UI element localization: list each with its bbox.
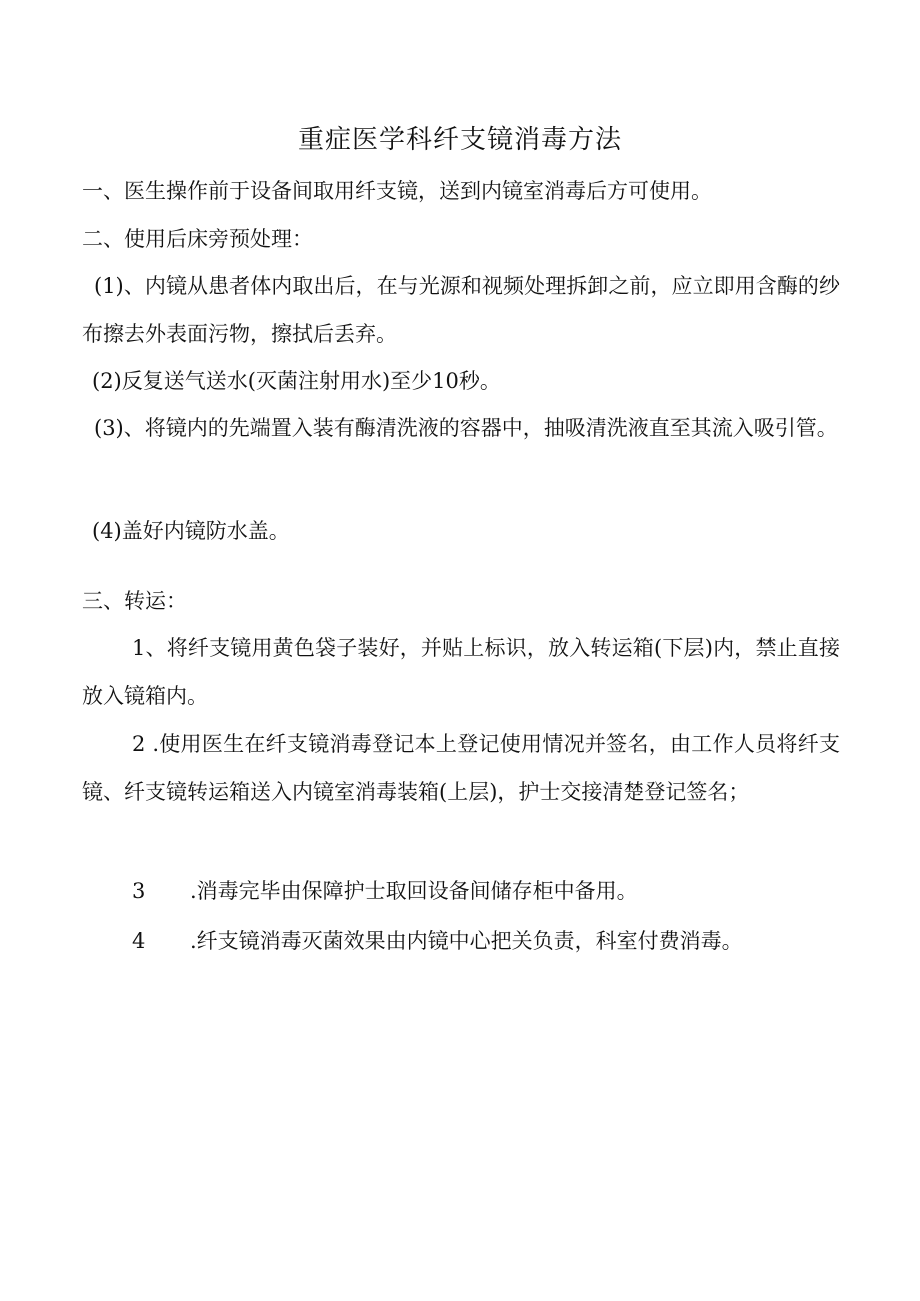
section-2-heading: 二、使用后床旁预处理： <box>82 227 313 251</box>
section-3-item-2: 2 .使用医生在纤支镜消毒登记本上登记使用情况并签名，由工作人员将纤支镜、纤支镜转运箱送入内镜室消毒装箱(上层)，护士交接清楚登记签名； <box>82 732 840 804</box>
section-2-item-4: (4)盖好内镜防水盖。 <box>92 519 290 543</box>
section-3-item-3-number: 3 <box>132 879 146 903</box>
section-3-item-1: 1、将纤支镜用黄色袋子装好，并贴上标识，放入转运箱(下层)内，禁止直接放入镜箱内。 <box>82 636 840 708</box>
document-title: 重症医学科纤支镜消毒方法 <box>297 125 622 155</box>
section-2-item-3: (3)、将镜内的先端置入装有酶清洗液的容器中，抽吸清洗液直至其流入吸引管。 <box>94 416 838 440</box>
section-3-item-4-text: .纤支镜消毒灭菌效果由内镜中心把关负责，科室付费消毒。 <box>190 929 743 953</box>
section-3-item-3-text: .消毒完毕由保障护士取回设备间储存柜中备用。 <box>190 879 638 903</box>
section-2-item-2: (2)反复送气送水(灭菌注射用水)至少10秒。 <box>92 369 501 393</box>
section-2-item-1: (1)、内镜从患者体内取出后，在与光源和视频处理拆卸之前，应立即用含酶的纱布擦去外表面污物，擦拭后丢弃。 <box>82 274 840 346</box>
section-3-item-4-number: 4 <box>132 929 146 953</box>
section-3-heading: 三、转运： <box>82 589 187 613</box>
section-1-text: 一、医生操作前于设备间取用纤支镜，送到内镜室消毒后方可使用。 <box>82 179 712 203</box>
